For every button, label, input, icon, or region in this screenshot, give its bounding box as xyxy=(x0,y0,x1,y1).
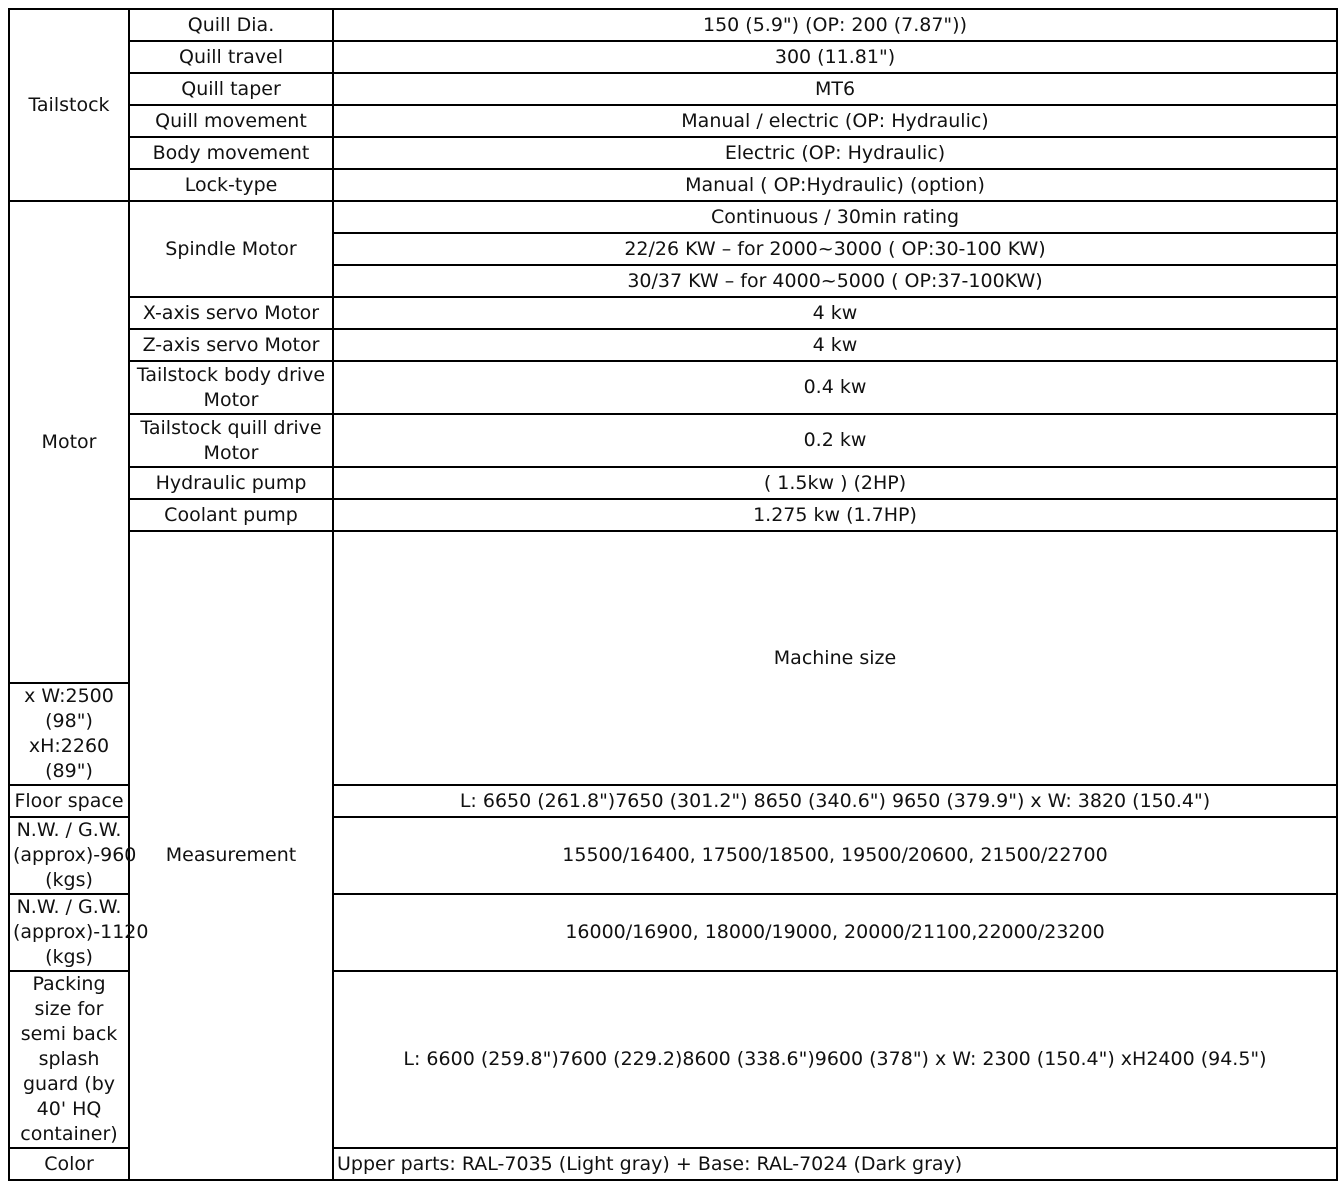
row-label: Quill travel xyxy=(129,41,333,73)
table-row xyxy=(9,201,1337,233)
row-label: Coolant pump xyxy=(129,499,333,531)
table-row xyxy=(9,361,1337,414)
table-row xyxy=(9,73,1337,105)
row-value: Electric (OP: Hydraulic) xyxy=(333,137,1337,169)
section-motor: Motor xyxy=(9,201,129,683)
row-label: Quill taper xyxy=(129,73,333,105)
table-row xyxy=(9,41,1337,73)
row-label: Floor space xyxy=(9,785,129,817)
row-value: 4 kw xyxy=(333,329,1337,361)
row-value: Manual ( OP:Hydraulic) (option) xyxy=(333,169,1337,201)
row-label: Packing size for semi back splash guard (by 40' HQ container) xyxy=(9,971,129,1148)
row-label: Quill Dia. xyxy=(129,9,333,41)
row-label: Lock-type xyxy=(129,169,333,201)
row-label: Hydraulic pump xyxy=(129,467,333,499)
table-row xyxy=(9,414,1337,467)
row-value: L: 6600 (259.8")7600 (229.2)8600 (338.6")9600 (378") x W: 2300 (150.4") xH2400 (94.5") xyxy=(333,971,1337,1148)
section-measurement: Measurement xyxy=(129,531,333,1180)
table-row xyxy=(9,499,1337,531)
row-value: 22/26 KW – for 2000~3000 ( OP:30-100 KW) xyxy=(333,233,1337,265)
table-row xyxy=(9,297,1337,329)
row-value: 1.275 kw (1.7HP) xyxy=(333,499,1337,531)
row-value: 300 (11.81") xyxy=(333,41,1337,73)
row-label: Z-axis servo Motor xyxy=(129,329,333,361)
row-label: Color xyxy=(9,1148,129,1180)
row-label: Tailstock body drive Motor xyxy=(129,361,333,414)
row-value: ( 1.5kw ) (2HP) xyxy=(333,467,1337,499)
row-label: Spindle Motor xyxy=(129,201,333,297)
row-label: Machine size xyxy=(333,531,1337,785)
table-row xyxy=(9,467,1337,499)
row-value: 0.2 kw xyxy=(333,414,1337,467)
row-value: 150 (5.9") (OP: 200 (7.87")) xyxy=(333,9,1337,41)
row-value: 16000/16900, 18000/19000, 20000/21100,22000/23200 xyxy=(333,894,1337,971)
row-label: N.W. / G.W. (approx)-1120 (kgs) xyxy=(9,894,129,971)
row-value: 0.4 kw xyxy=(333,361,1337,414)
section-tailstock: Tailstock xyxy=(9,9,129,201)
row-value: 15500/16400, 17500/18500, 19500/20600, 21500/22700 xyxy=(333,817,1337,894)
row-label: Quill movement xyxy=(129,105,333,137)
row-label: N.W. / G.W. (approx)-960 (kgs) xyxy=(9,817,129,894)
row-value: x W:2500 (98") xH:2260 (89") xyxy=(9,683,129,785)
row-value: Continuous / 30min rating xyxy=(333,201,1337,233)
row-value: Upper parts: RAL-7035 (Light gray) + Base: RAL-7024 (Dark gray) xyxy=(333,1148,1337,1180)
table-row xyxy=(9,9,1337,41)
row-value: Manual / electric (OP: Hydraulic) xyxy=(333,105,1337,137)
table-row xyxy=(9,329,1337,361)
table-row xyxy=(9,531,1337,683)
row-label: Tailstock quill drive Motor xyxy=(129,414,333,467)
row-label: X-axis servo Motor xyxy=(129,297,333,329)
row-value: MT6 xyxy=(333,73,1337,105)
row-value: 4 kw xyxy=(333,297,1337,329)
table-row xyxy=(9,137,1337,169)
spec-table xyxy=(8,8,1338,1181)
row-value: 30/37 KW – for 4000~5000 ( OP:37-100KW) xyxy=(333,265,1337,297)
row-label: Body movement xyxy=(129,137,333,169)
row-value: L: 6650 (261.8")7650 (301.2") 8650 (340.6") 9650 (379.9") x W: 3820 (150.4") xyxy=(333,785,1337,817)
table-row xyxy=(9,169,1337,201)
table-row xyxy=(9,105,1337,137)
